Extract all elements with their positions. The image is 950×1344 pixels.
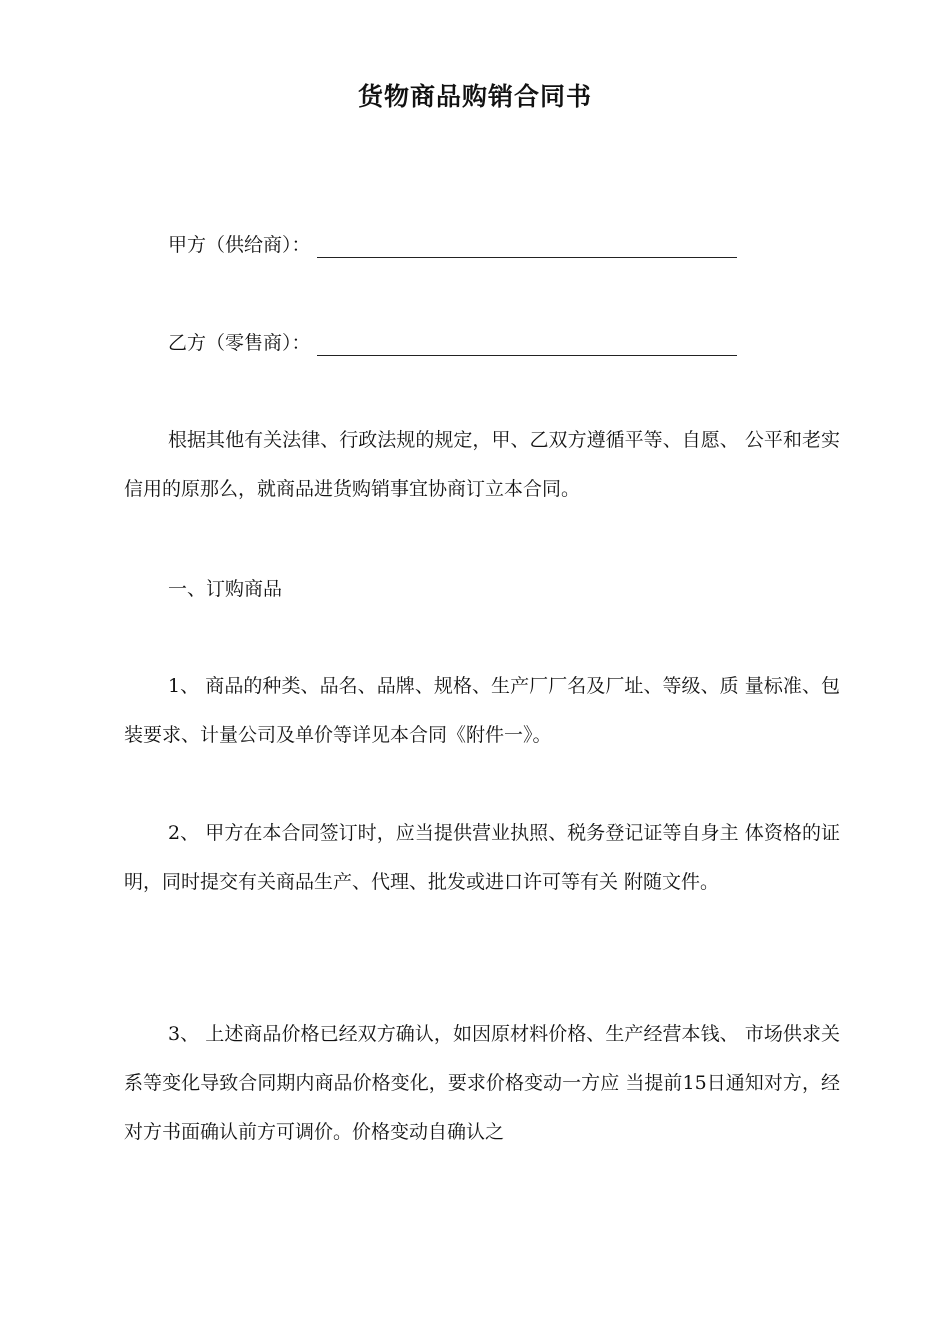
clause-1-paragraph: 1、 商品的种类、品名、品牌、规格、生产厂厂名及厂址、等级、质 量标准、包装要求、计量公司及单价等详见本合同《附件一》。 [124, 675, 840, 746]
clause-2-paragraph: 2、 甲方在本合同签订时，应当提供营业执照、税务登记证等自身主 体资格的证明，同时提交有关商品生产、代理、批发或进口许可等有关 附随文件。 [124, 822, 840, 893]
party-a-line [168, 232, 737, 258]
party-a-blank [317, 239, 737, 258]
document-title: 货物商品购销合同书 [357, 82, 592, 111]
intro-paragraph: 根据其他有关法律、行政法规的规定，甲、乙双方遵循平等、自愿、 公平和老实信用的原那么，就商品进货购销事宜协商订立本合同。 [124, 429, 840, 500]
party-b-blank [317, 337, 737, 356]
party-b-line [168, 330, 737, 356]
party-b-label: 乙方（零售商）： [168, 332, 311, 354]
party-a-label: 甲方（供给商）： [168, 234, 311, 256]
section-1-heading: 一、订购商品 [168, 578, 283, 600]
clause-3-paragraph: 3、 上述商品价格已经双方确认，如因原材料价格、生产经营本钱、 市场供求关系等变化导致合同期内商品价格变化，要求价格变动一方应 当提前15日通知对方，经对方书面确认前方可调价。价格变动自确认之 [124, 1023, 840, 1143]
